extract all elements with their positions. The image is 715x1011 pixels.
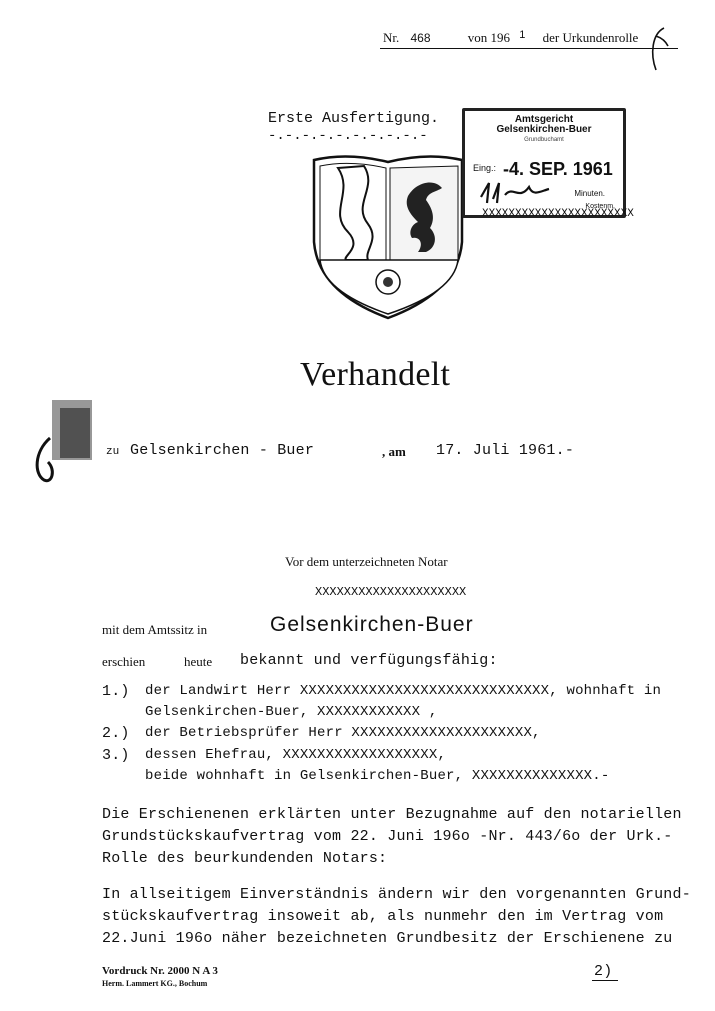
footer-form-number: Vordruck Nr. 2000 N A 3 — [102, 965, 218, 977]
paragraph1-line3: Rolle des beurkundenden Notars: — [102, 850, 388, 867]
nr-label: Nr. — [383, 30, 400, 45]
header-underline — [380, 48, 678, 49]
stamp-redacted: XXXXXXXXXXXXXXXXXXXXXXX — [482, 208, 634, 220]
header-pen-mark — [642, 24, 672, 79]
party-3-cont: beide wohnhaft in Gelsenkirchen-Buer, XXXXXXXXXXXXXX.- — [145, 768, 610, 784]
amtssitz-city: Gelsenkirchen-Buer — [270, 613, 474, 636]
amtssitz-label: mit dem Amtssitz in — [102, 622, 208, 637]
paragraph1-line1: Die Erschienenen erklärten unter Bezugnahme auf den notariellen — [102, 806, 682, 823]
coat-of-arms-emblem — [308, 152, 468, 327]
document-title: Verhandelt — [300, 356, 451, 393]
party-1-num: 1.) — [102, 683, 130, 700]
party-2-num: 2.) — [102, 725, 130, 742]
court-stamp — [462, 108, 626, 218]
party-2-text: der Betriebsprüfer Herr XXXXXXXXXXXXXXXXXXXXX, — [145, 725, 541, 741]
paragraph2-line2: stückskaufvertrag insoweit ab, als nunmehr den im Vertrag vom — [102, 908, 664, 925]
stamp-kosten: Kostenm. — [585, 203, 615, 210]
party-1-text: der Landwirt Herr XXXXXXXXXXXXXXXXXXXXXXXXXXXXX, wohnhaft in — [145, 683, 662, 699]
erschien-label: erschien — [102, 654, 146, 669]
party-1-cont: Gelsenkirchen-Buer, XXXXXXXXXXXX , — [145, 704, 438, 720]
party-3-num: 3.) — [102, 747, 130, 764]
place-am: , am — [382, 444, 406, 459]
stamp-title-line1: Amtsgericht — [514, 114, 574, 125]
stamp-minuten: Minuten. — [574, 189, 605, 198]
roll-label: der Urkundenrolle — [542, 30, 639, 45]
first-copy-underline: -.-.-.-.-.-.-.-.-.- — [268, 128, 428, 144]
footer-next-page: 2) — [592, 963, 618, 981]
header — [383, 30, 638, 46]
paragraph2-line3: 22.Juni 196o näher bezeichneten Grundbesitz der Erschienene zu — [102, 930, 673, 947]
year-suffix: 1 — [519, 29, 526, 41]
stamp-sub: Grundbuchamt — [524, 137, 564, 143]
paragraph2-line1: In allseitigem Einverständnis ändern wir den vorgenannten Grund- — [102, 886, 691, 903]
party-3-text: dessen Ehefrau, XXXXXXXXXXXXXXXXXX, — [145, 747, 447, 763]
notary-intro: Vor dem unterzeichneten Notar — [285, 554, 448, 569]
heute-label: heute — [184, 654, 213, 669]
footer-publisher: Herm. Lammert KG., Bochum — [102, 979, 208, 988]
stamp-title-line2: Gelsenkirchen-Buer — [496, 124, 592, 135]
nr-value: 468 — [410, 31, 431, 45]
place-date: 17. Juli 1961.- — [436, 442, 575, 459]
binder-clip-mark — [30, 398, 110, 493]
stamp-signature — [479, 177, 559, 212]
first-copy-label: Erste Ausfertigung. — [268, 110, 440, 127]
place-zu: zu — [106, 446, 120, 458]
stamp-date: -4. SEP. 1961 — [503, 159, 613, 179]
paragraph1-line2: Grundstückskaufvertrag vom 22. Juni 196o -Nr. 443/6o der Urk.- — [102, 828, 673, 845]
appeared-status: bekannt und verfügungsfähig: — [240, 652, 498, 669]
von-label: von 196 — [467, 30, 511, 45]
stamp-ein-label: Eing.: — [473, 163, 497, 173]
stamp-title — [465, 115, 623, 135]
place-city: Gelsenkirchen - Buer — [130, 442, 315, 459]
notary-name: XXXXXXXXXXXXXXXXXXXXX — [315, 585, 467, 599]
